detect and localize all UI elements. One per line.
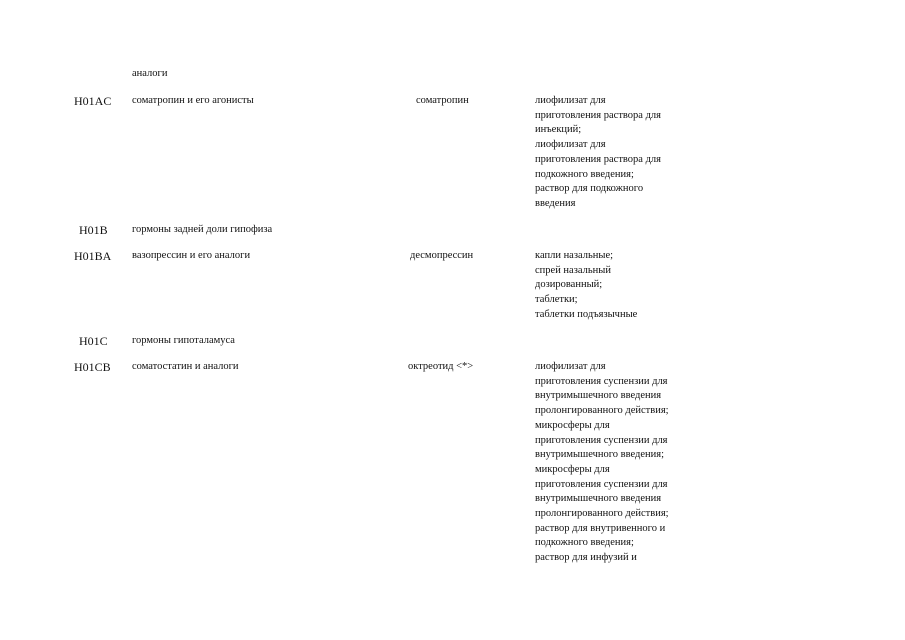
dosage-form-line: таблетки; bbox=[535, 294, 578, 306]
dosage-form-line: приготовления суспензии для bbox=[535, 478, 668, 490]
atc-code: H01AC bbox=[74, 94, 112, 108]
atc-code: H01B bbox=[79, 223, 108, 237]
atc-code: H01C bbox=[79, 334, 108, 348]
dosage-form-line: инъекций; bbox=[535, 124, 582, 136]
dosage-form-line: дозированный; bbox=[535, 279, 603, 291]
atc-code: H01CB bbox=[74, 360, 111, 374]
dosage-form-line: лиофилизат для bbox=[535, 361, 606, 372]
dosage-form-line: внутримышечного введения; bbox=[535, 449, 665, 461]
group-name: аналоги bbox=[132, 68, 168, 79]
dosage-form-line: приготовления суспензии для bbox=[535, 434, 668, 446]
dosage-form-line: приготовления раствора для bbox=[535, 153, 661, 165]
dosage-form-line: капли назальные; bbox=[535, 250, 614, 261]
dosage-form-line: лиофилизат для bbox=[535, 139, 606, 151]
dosage-forms bbox=[535, 249, 637, 323]
dosage-form-line: микросферы для bbox=[535, 419, 610, 431]
group-name: гормоны задней доли гипофиза bbox=[132, 224, 273, 235]
group-name: гормоны гипоталамуса bbox=[132, 335, 235, 346]
group-name: соматропин и его агонисты bbox=[132, 95, 254, 106]
atc-code: H01BA bbox=[74, 249, 112, 263]
dosage-form-line: таблетки подъязычные bbox=[535, 308, 638, 320]
group-name: вазопрессин и его аналоги bbox=[132, 250, 251, 261]
group-name: соматостатин и аналоги bbox=[132, 361, 239, 372]
drug-name: десмопрессин bbox=[410, 250, 474, 261]
dosage-form-line: раствор для инфузий и bbox=[535, 552, 637, 564]
dosage-form-line: раствор для подкожного bbox=[535, 183, 644, 195]
dosage-form-line: спрей назальный bbox=[535, 264, 611, 276]
dosage-form-line: введения bbox=[535, 197, 576, 209]
dosage-forms bbox=[535, 360, 669, 566]
dosage-form-line: подкожного введения; bbox=[535, 537, 634, 549]
dosage-form-line: приготовления суспензии для bbox=[535, 375, 668, 387]
dosage-forms bbox=[535, 94, 661, 212]
dosage-form-line: внутримышечного введения bbox=[535, 390, 662, 402]
dosage-form-line: раствор для внутривенного и bbox=[535, 522, 666, 534]
dosage-form-line: подкожного введения; bbox=[535, 168, 634, 180]
drug-name: октреотид <*> bbox=[408, 361, 474, 372]
dosage-form-line: пролонгированного действия; bbox=[535, 405, 669, 417]
dosage-form-line: микросферы для bbox=[535, 463, 610, 475]
dosage-form-line: лиофилизат для bbox=[535, 95, 606, 106]
dosage-form-line: пролонгированного действия; bbox=[535, 508, 669, 520]
drug-name: соматропин bbox=[416, 95, 469, 106]
dosage-form-line: приготовления раствора для bbox=[535, 109, 661, 121]
dosage-form-line: внутримышечного введения bbox=[535, 493, 662, 505]
